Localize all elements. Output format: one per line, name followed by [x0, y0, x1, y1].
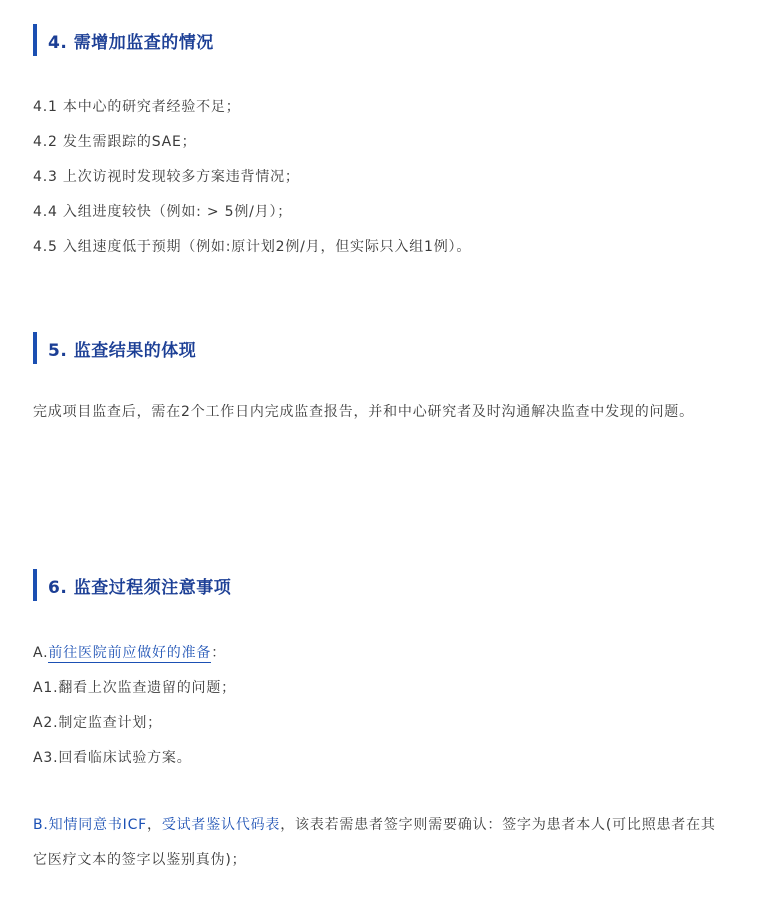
subsection-a-suffix: ：	[211, 645, 227, 661]
section-5-title: 5. 监查结果的体现	[48, 340, 197, 361]
list-item: A3.回看临床试验方案。	[33, 750, 192, 766]
list-item: 4.5 入组速度低于预期（例如:原计划2例/月，但实际只入组1例）。	[33, 239, 472, 255]
subsection-b-text: ，该表若需患者签字则需要确认：签字为患者本人(可比照患者在其它医疗文本的签字以鉴别真伪)；	[33, 817, 716, 868]
subsection-b-paragraph	[33, 808, 723, 878]
list-item: 4.3 上次访视时发现较多方案违背情况；	[33, 169, 300, 185]
icf-term: 知情同意书ICF	[48, 817, 148, 833]
subsection-a-label	[33, 642, 226, 662]
section-6-heading	[33, 569, 231, 601]
section-4-heading	[33, 24, 214, 56]
list-item: A1.翻看上次监查遗留的问题；	[33, 680, 236, 696]
preparation-link[interactable]: 前往医院前应做好的准备	[48, 645, 212, 661]
subsection-b-prefix: B.	[33, 817, 49, 833]
list-item: 4.1 本中心的研究者经验不足；	[33, 99, 241, 115]
subsection-a-prefix: A.	[33, 645, 49, 661]
list-item: 4.2 发生需跟踪的SAE；	[33, 134, 197, 150]
subsection-b-separator: ，	[147, 817, 162, 833]
list-item: 4.4 入组进度较快（例如: > 5例/月）；	[33, 204, 293, 220]
list-item: A2.制定监查计划；	[33, 715, 162, 731]
section-5-paragraph: 完成项目监查后，需在2个工作日内完成监查报告，并和中心研究者及时沟通解决监查中发现的问题。	[33, 404, 694, 420]
section-5-heading	[33, 332, 196, 364]
section-6-title: 6. 监查过程须注意事项	[48, 577, 232, 598]
section-4-title: 4. 需增加监查的情况	[48, 32, 214, 53]
subject-id-log-term: 受试者鉴认代码表	[161, 817, 281, 833]
